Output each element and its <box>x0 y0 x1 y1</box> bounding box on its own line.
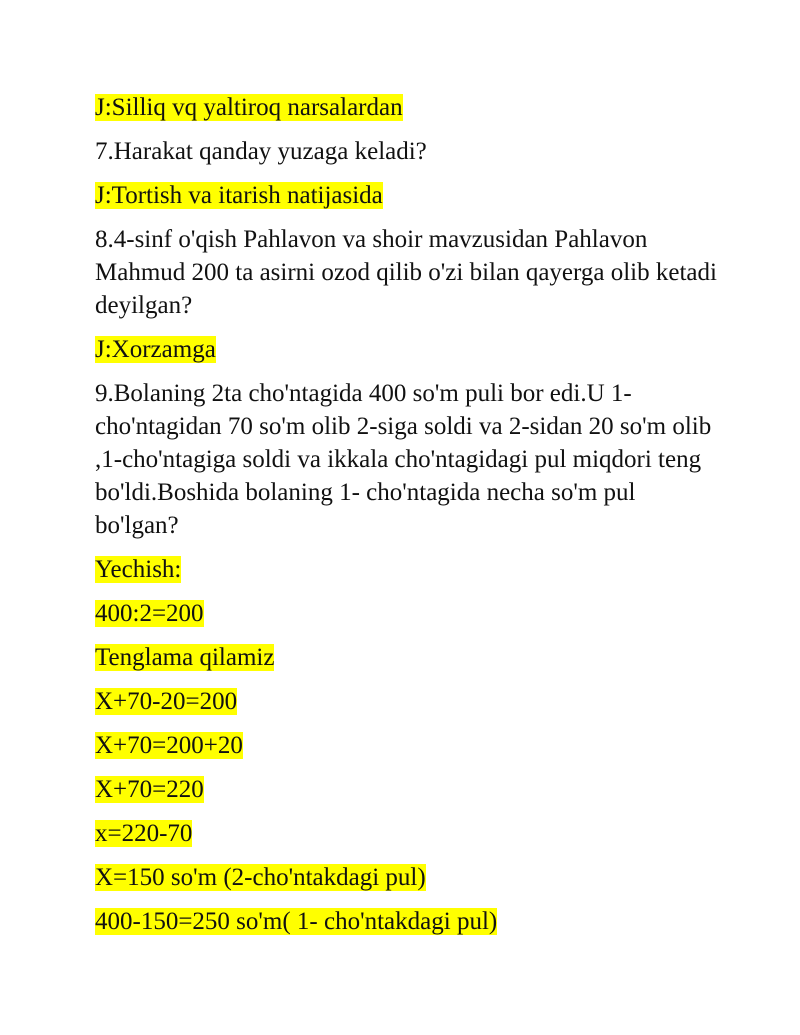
solution-step-4 <box>95 729 725 762</box>
solution-step-7 <box>95 861 725 894</box>
highlighted-solution: X+70=200+20 <box>95 732 243 759</box>
highlighted-solution: 400-150=250 so'm( 1- cho'ntakdagi pul) <box>95 908 498 935</box>
solution-step-2 <box>95 641 725 674</box>
highlighted-solution: x=220-70 <box>95 820 193 847</box>
solution-heading <box>95 553 725 586</box>
solution-step-5 <box>95 773 725 806</box>
question-8 <box>95 223 725 322</box>
answer-line-1 <box>95 91 725 124</box>
question-text: 7.Harakat qanday yuzaga keladi? <box>95 138 427 165</box>
highlighted-solution: X+70-20=200 <box>95 688 238 715</box>
question-7 <box>95 135 725 168</box>
answer-line-3 <box>95 333 725 366</box>
highlighted-solution: Tenglama qilamiz <box>95 644 275 671</box>
solution-step-1 <box>95 597 725 630</box>
solution-step-3 <box>95 685 725 718</box>
solution-step-8 <box>95 905 725 938</box>
highlighted-answer: J:Tortish va itarish natijasida <box>95 182 383 209</box>
highlighted-solution: Yechish: <box>95 556 182 583</box>
document-page <box>95 91 725 949</box>
highlighted-solution: X=150 so'm (2-cho'ntakdagi pul) <box>95 864 426 891</box>
question-text: 8.4-sinf o'qish Pahlavon va shoir mavzusidan Pahlavon Mahmud 200 ta asirni ozod qilib o'zi bilan qayerga olib ketadi deyilgan? <box>95 226 717 319</box>
solution-step-6 <box>95 817 725 850</box>
highlighted-solution: X+70=220 <box>95 776 204 803</box>
highlighted-solution: 400:2=200 <box>95 600 204 627</box>
question-9 <box>95 377 725 542</box>
answer-line-2 <box>95 179 725 212</box>
highlighted-answer: J:Xorzamga <box>95 336 216 363</box>
question-text: 9.Bolaning 2ta cho'ntagida 400 so'm puli bor edi.U 1-cho'ntagidan 70 so'm olib 2-siga soldi va 2-sidan 20 so'm olib ,1-cho'ntagiga soldi va ikkala cho'ntagidagi pul miqdori teng bo'ldi.Boshida bolaning 1- cho'ntagida necha so'm pul bo'lgan? <box>95 380 712 539</box>
highlighted-answer: J:Silliq vq yaltiroq narsalardan <box>95 94 403 121</box>
